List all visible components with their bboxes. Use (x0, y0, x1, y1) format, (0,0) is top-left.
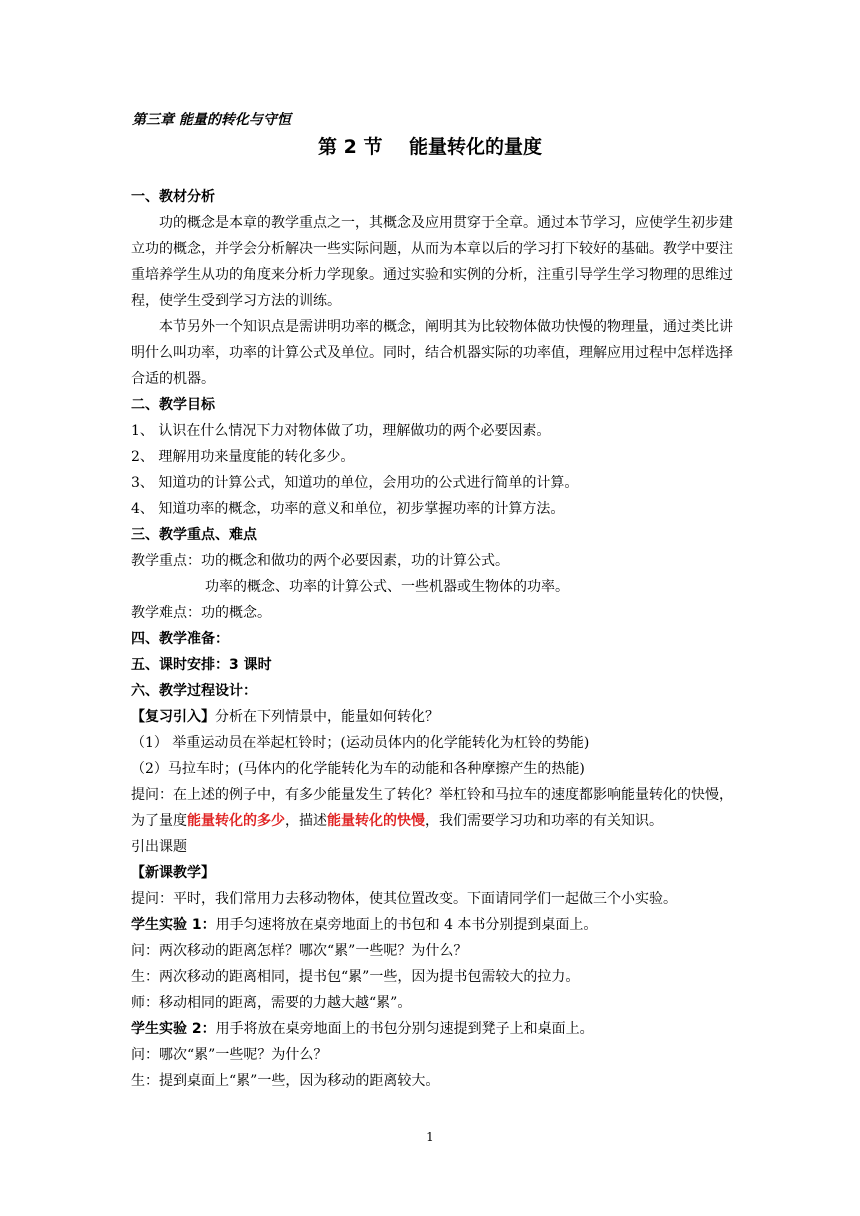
lead-topic: 引出课题 (131, 839, 187, 855)
chapter-heading: 第三章 能量的转化与守恒 (132, 112, 291, 128)
question-paragraph (131, 782, 733, 834)
experiment-2-question: 问：哪次“累”一些呢？为什么？ (131, 1047, 328, 1063)
section-title: 第 2 节 能量转化的量度 (318, 136, 542, 158)
question-text-2: ，描述 (285, 813, 327, 829)
experiment-1-label: 学生实验 1： (131, 917, 216, 933)
question-text-1: 提问：在上述的例子中，有多少能量发生了转化？举杠铃和马拉车的速度都影响能量转化的快慢，为了量度 (131, 787, 733, 829)
review-label: 【复习引入】 (131, 709, 215, 725)
experiment-1 (131, 912, 733, 938)
goal-item: 1、 认识在什么情况下力对物体做了功，理解做功的两个必要因素。 (131, 423, 551, 439)
experiment-2-text: 用手将放在桌旁地面上的书包分别匀速提到凳子上和桌面上。 (215, 1021, 594, 1037)
highlight-energy-amount: 能量转化的多少 (187, 813, 285, 829)
case-1: （1） 举重运动员在举起杠铃时；(运动员体内的化学能转化为杠铃的势能) (131, 735, 590, 751)
heading-preparation: 四、教学准备： (131, 631, 229, 647)
experiment-2-label: 学生实验 2： (131, 1021, 216, 1037)
goal-item: 3、 知道功的计算公式，知道功的单位，会用功的公式进行简单的计算。 (131, 475, 579, 491)
experiment-1-text: 用手匀速将放在桌旁地面上的书包和 4 本书分别提到桌面上。 (215, 917, 598, 933)
case-2: （2）马拉车时；(马体内的化学能转化为车的动能和各种摩擦产生的热能) (131, 761, 585, 777)
heading-key-points: 三、教学重点、难点 (131, 527, 257, 543)
experiment-2 (131, 1016, 733, 1042)
heading-process: 六、教学过程设计： (131, 683, 257, 699)
experiment-1-answer: 生：两次移动的距离相同，提书包“累”一些，因为提书包需较大的拉力。 (131, 969, 580, 985)
page-number: 1 (426, 1130, 434, 1144)
new-lesson-question: 提问：平时，我们常用力去移动物体，使其位置改变。下面请同学们一起做三个小实验。 (131, 891, 677, 907)
new-lesson-label: 【新课教学】 (131, 865, 215, 881)
difficulty: 教学难点：功的概念。 (131, 605, 271, 621)
review-intro (131, 704, 733, 730)
experiment-2-answer: 生：提到桌面上“累”一些，因为移动的距离较大。 (131, 1073, 440, 1089)
paragraph-analysis-1: 功的概念是本章的教学重点之一，其概念及应用贯穿于全章。通过本节学习，应使学生初步建立功的概念，并学会分析解决一些实际问题，从而为本章以后的学习打下较好的基础。教学中要注重培养学生从功的角度来分析力学现象。通过实验和实例的分析，注重引导学生学习物理的思维过程，使学生受到学习方法的训练。 (131, 215, 733, 309)
experiment-1-teacher: 师：移动相同的距离，需要的力越大越“累”。 (131, 995, 412, 1011)
heading-schedule: 五、课时安排：3 课时 (131, 657, 272, 673)
review-text: 分析在下列情景中，能量如何转化？ (215, 709, 439, 725)
heading-textbook-analysis: 一、教材分析 (131, 189, 215, 205)
experiment-1-question: 问：两次移动的距离怎样？哪次“累”一些呢？为什么？ (131, 943, 468, 959)
key-point-2: 功率的概念、功率的计算公式、一些机器或生物体的功率。 (205, 579, 569, 595)
highlight-energy-speed: 能量转化的快慢 (327, 813, 425, 829)
key-point-1: 教学重点：功的概念和做功的两个必要因素，功的计算公式。 (131, 553, 509, 569)
goal-item: 4、 知道功率的概念，功率的意义和单位，初步掌握功率的计算方法。 (131, 501, 565, 517)
document-body (131, 184, 733, 1094)
paragraph-analysis-2: 本节另外一个知识点是需讲明功率的概念，阐明其为比较物体做功快慢的物理量，通过类比讲明什么叫功率，功率的计算公式及单位。同时，结合机器实际的功率值，理解应用过程中怎样选择合适的机器。 (131, 319, 733, 387)
question-text-3: ，我们需要学习功和功率的有关知识。 (425, 813, 663, 829)
heading-teaching-goals: 二、教学目标 (131, 397, 215, 413)
goal-item: 2、 理解用功来量度能的转化多少。 (131, 449, 355, 465)
